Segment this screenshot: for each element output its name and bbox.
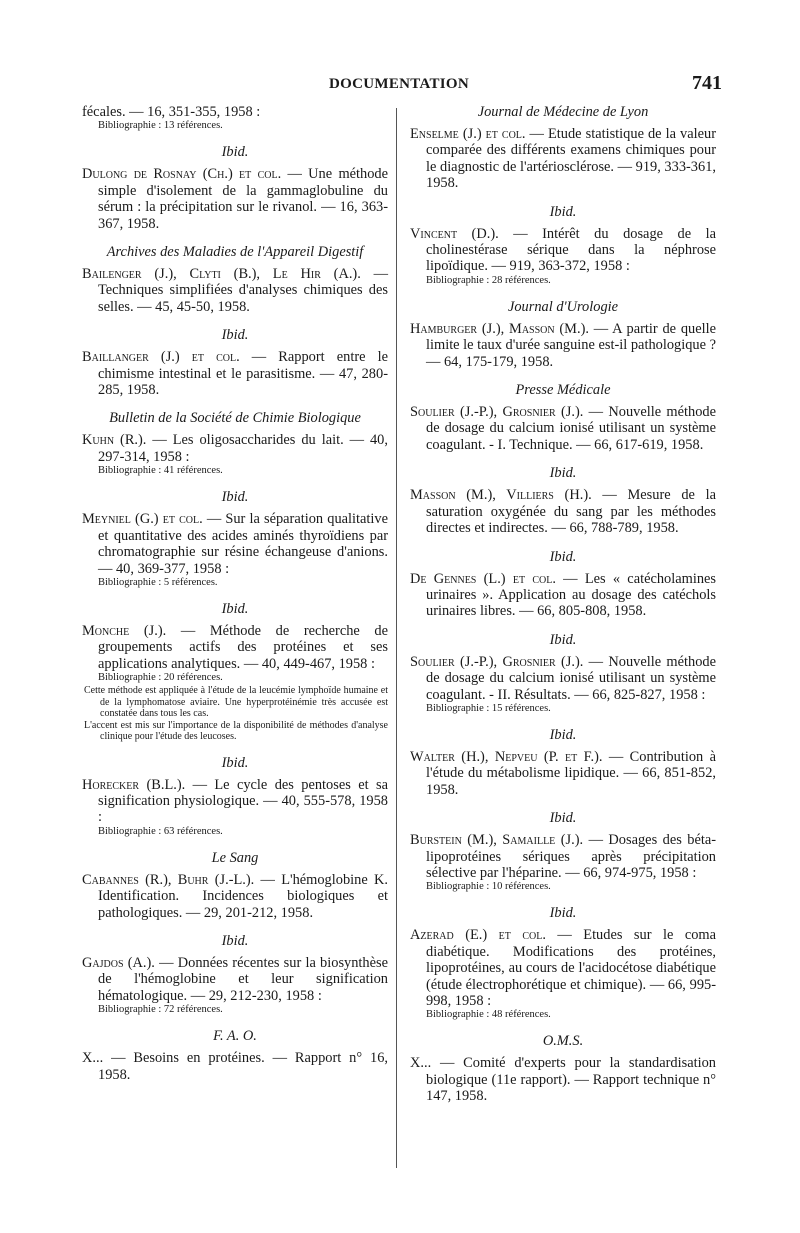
entry-text [82, 104, 388, 120]
bibliography-entry [82, 166, 388, 232]
entry-citation: — Les oligosaccharides du lait. — 40, 297-314, 1958 : [98, 432, 388, 465]
entry-authors: Soulier (J.-P.), Grosnier (J.). [410, 653, 584, 670]
entry-authors: Meyniel (G.) et col. [82, 511, 203, 528]
entry-authors: Dulong de Rosnay (Ch.) et col. [82, 166, 282, 183]
journal-source-heading: Ibid. [221, 754, 249, 771]
entry-text [82, 1050, 388, 1083]
bibliography-count: Bibliographie : 72 références. [98, 1004, 223, 1016]
entry-text [410, 321, 716, 370]
entry-citation: — A partir de quelle limite le taux d'urée sanguine est-il pathologique ? — 64, 175-179, 1958. [426, 320, 716, 370]
entry-authors: Masson (M.), Villiers (H.). [410, 487, 592, 504]
entry-citation: fécales. — 16, 351-355, 1958 : [82, 104, 261, 120]
bibliography-entry [410, 487, 716, 536]
page-number: 741 [692, 72, 722, 94]
journal-source-heading: Ibid. [549, 203, 577, 220]
bibliography-entry [410, 927, 716, 1021]
entry-citation: — Techniques simplifiées d'analyses chimiques des selles. — 45, 45-50, 1958. [98, 266, 388, 315]
entry-text [82, 349, 388, 398]
entry-text [410, 927, 716, 1009]
journal-source-heading: Ibid. [549, 726, 577, 743]
entry-text [410, 832, 716, 881]
bibliography-count: Bibliographie : 28 références. [426, 274, 551, 286]
entry-citation: — Intérêt du dosage de la cholinestérase sérique dans la néphrose lipoïdique. — 919, 363-372, 1958 : [426, 225, 716, 275]
page-header [82, 74, 722, 98]
entry-citation: — Nouvelle méthode de dosage du calcium ionisé utilisant un système coagulant. - I. Technique. — 66, 617-619, 1958. [426, 404, 716, 453]
bibliography-entry [82, 349, 388, 398]
bibliography-count: Bibliographie : 20 références. [98, 672, 223, 684]
bibliography-count: Bibliographie : 5 références. [98, 576, 218, 588]
journal-source-heading: F. A. O. [213, 1028, 257, 1045]
entry-text [410, 487, 716, 536]
entry-citation: — Contribution à l'étude du métabolisme lipidique. — 66, 851-852, 1958. [426, 748, 716, 798]
bibliography-count: Bibliographie : 15 références. [426, 702, 551, 714]
right-column [410, 104, 716, 1105]
bibliography-entry [82, 955, 388, 1016]
bibliography-entry [410, 832, 716, 893]
entry-citation: — Besoins en protéines. — Rapport n° 16, 1958. [98, 1050, 388, 1083]
journal-source-heading: Ibid. [221, 933, 249, 950]
entry-citation: — Mesure de la saturation oxygénée du sang par les méthodes directes et indirectes. — 66, 788-789, 1958. [426, 487, 716, 537]
journal-source-heading: Ibid. [221, 327, 249, 344]
entry-text [410, 571, 716, 620]
entry-citation: — Une méthode simple d'isolement de la gammaglobuline du sérum : la précipitation sur le rivanol. — 16, 363-367, 1958. [98, 166, 388, 232]
entry-citation: — Rapport entre le chimisme intestinal et le parasitisme. — 47, 280-285, 1958. [98, 349, 388, 399]
journal-source-heading: O.M.S. [542, 1033, 584, 1050]
journal-source-heading: Ibid. [549, 810, 577, 827]
entry-text [82, 166, 388, 232]
entry-authors: Gajdos (A.). [82, 955, 155, 972]
entry-text [82, 777, 388, 826]
entry-citation: — Etude statistique de la valeur comparée des différents examens chimiques pour le diagnostic de l'artériosclérose. — 919, 333-361, 1958. [426, 126, 716, 192]
bibliography-entry [410, 571, 716, 620]
bibliography-entry [410, 404, 716, 453]
journal-source-heading: Ibid. [549, 548, 577, 565]
bibliography-entry [410, 226, 716, 287]
journal-source-heading: Le Sang [211, 849, 259, 866]
journal-source-heading: Ibid. [549, 465, 577, 482]
entry-text [410, 654, 716, 703]
bibliography-entry [410, 749, 716, 798]
entry-citation: — Nouvelle méthode de dosage du calcium ionisé utilisant un système coagulant. - II. Résultats. — 66, 825-827, 1958 : [426, 653, 716, 703]
journal-source-heading: Ibid. [221, 600, 249, 617]
entry-authors: Bailenger (J.), Clyti (B.), Le Hir (A.). [82, 266, 361, 283]
bibliography-entry [82, 623, 388, 743]
note-paragraph: L'accent est mis sur l'importance de la disponibilité de méthodes d'analyse clinique pour l'étude des leucoses. [84, 719, 388, 743]
entry-authors: Monche (J.). [82, 622, 167, 639]
journal-source-heading: Journal d'Urologie [507, 298, 619, 315]
entry-citation: — Méthode de recherche de groupements actifs des protéines et ses applications analytiques. — 40, 449-467, 1958 : [98, 622, 388, 672]
bibliography-count: Bibliographie : 13 références. [98, 120, 223, 132]
note-paragraph: Cette méthode est appliquée à l'étude de la leucémie lymphoïde humaine et de la lymphomatose aviaire. Une hyperprotéinémie très accusée est constatée dans tous les cas. [84, 685, 388, 720]
bibliography-entry [410, 1055, 716, 1104]
entry-authors: Baillanger (J.) et col. [82, 349, 240, 366]
bibliography-entry [82, 104, 388, 132]
entry-authors: X... [82, 1050, 104, 1067]
bibliography-entry [82, 777, 388, 838]
entry-text [82, 511, 388, 577]
entry-text [410, 226, 716, 275]
entry-text [410, 404, 716, 453]
journal-source-heading: Ibid. [549, 631, 577, 648]
entry-authors: Burstein (M.), Samaille (J.). [410, 832, 584, 849]
journal-source-heading: Journal de Médecine de Lyon [477, 104, 649, 120]
bibliography-count: Bibliographie : 63 références. [98, 825, 223, 837]
bibliography-entry [82, 872, 388, 921]
entry-authors: Horecker (B.L.). [82, 776, 186, 793]
bibliography-entry [82, 266, 388, 315]
entry-authors: Hamburger (J.), Masson (M.). [410, 320, 589, 337]
entry-citation: — Dosages des béta-lipoprotéines sériques après précipitation sélective par l'héparine. — 66, 974-975, 1958 : [426, 832, 717, 881]
entry-text [82, 266, 388, 315]
journal-source-heading: Archives des Maladies de l'Appareil Digestif [106, 244, 364, 261]
bibliography-count: Bibliographie : 41 références. [98, 465, 223, 477]
entry-authors: De Gennes (L.) et col. [410, 570, 556, 587]
abstract-note [82, 685, 388, 743]
entry-citation: — Le cycle des pentoses et sa signification physiologique. — 40, 555-578, 1958 : [98, 776, 388, 826]
column-divider [396, 108, 397, 1168]
running-title: DOCUMENTATION [329, 76, 470, 92]
journal-source-heading: Ibid. [549, 905, 577, 922]
bibliography-count: Bibliographie : 48 références. [426, 1009, 551, 1021]
journal-source-heading: Ibid. [221, 144, 249, 161]
entry-text [82, 432, 388, 465]
bibliography-entry [82, 1050, 388, 1083]
journal-source-heading: Bulletin de la Société de Chimie Biologique [109, 410, 361, 427]
journal-source-heading: Presse Médicale [515, 382, 611, 399]
entry-citation: — Les « catécholamines urinaires ». Application au dosage des catéchols urinaires libres. — 66, 805-808, 1958. [426, 570, 716, 620]
left-column [82, 104, 388, 1083]
entry-text [410, 1055, 716, 1104]
bibliography-entry [82, 432, 388, 477]
entry-text [410, 126, 716, 192]
entry-text [82, 872, 388, 921]
entry-citation: — Données récentes sur la biosynthèse de l'hémoglobine et leur signification hématologique. — 29, 212-230, 1958 : [98, 955, 389, 1004]
entry-authors: Vincent (D.). [410, 225, 499, 242]
entry-authors: X... [410, 1055, 432, 1072]
journal-source-heading: Ibid. [221, 489, 249, 506]
entry-citation: — L'hémoglobine K. Identification. Incidences biologiques et pathologiques. — 29, 201-212, 1958. [98, 871, 388, 921]
bibliography-entry [410, 126, 716, 192]
entry-authors: Kuhn (R.). [82, 432, 147, 449]
entry-authors: Azerad (E.) et col. [410, 927, 546, 944]
entry-authors: Cabannes (R.), Buhr (J.-L.). [82, 871, 255, 888]
entry-text [410, 749, 716, 798]
entry-authors: Walter (H.), Nepveu (P. et F.). [410, 748, 603, 765]
entry-authors: Soulier (J.-P.), Grosnier (J.). [410, 404, 584, 421]
bibliography-entry [82, 511, 388, 589]
entry-citation: — Etudes sur le coma diabétique. Modifications des protéines, lipoprotéines, au cours de l'acidocétose diabétique (étude électrophorétique et chimique). — 66, 995-998, 1958 : [426, 927, 716, 1009]
entry-authors: Enselme (J.) et col. [410, 126, 526, 142]
entry-text [82, 955, 388, 1004]
entry-citation: — Sur la séparation qualitative et quantitative des acides aminés thyroïdiens par chromatographie sur résine échangeuse d'anions. — 40, 369-377, 1958 : [98, 511, 388, 577]
bibliography-entry [410, 654, 716, 715]
bibliography-count: Bibliographie : 10 références. [426, 881, 551, 893]
entry-text [82, 623, 388, 672]
bibliography-entry [410, 321, 716, 370]
entry-citation: — Comité d'experts pour la standardisation biologique (11e rapport). — Rapport technique n° 147, 1958. [426, 1055, 716, 1105]
